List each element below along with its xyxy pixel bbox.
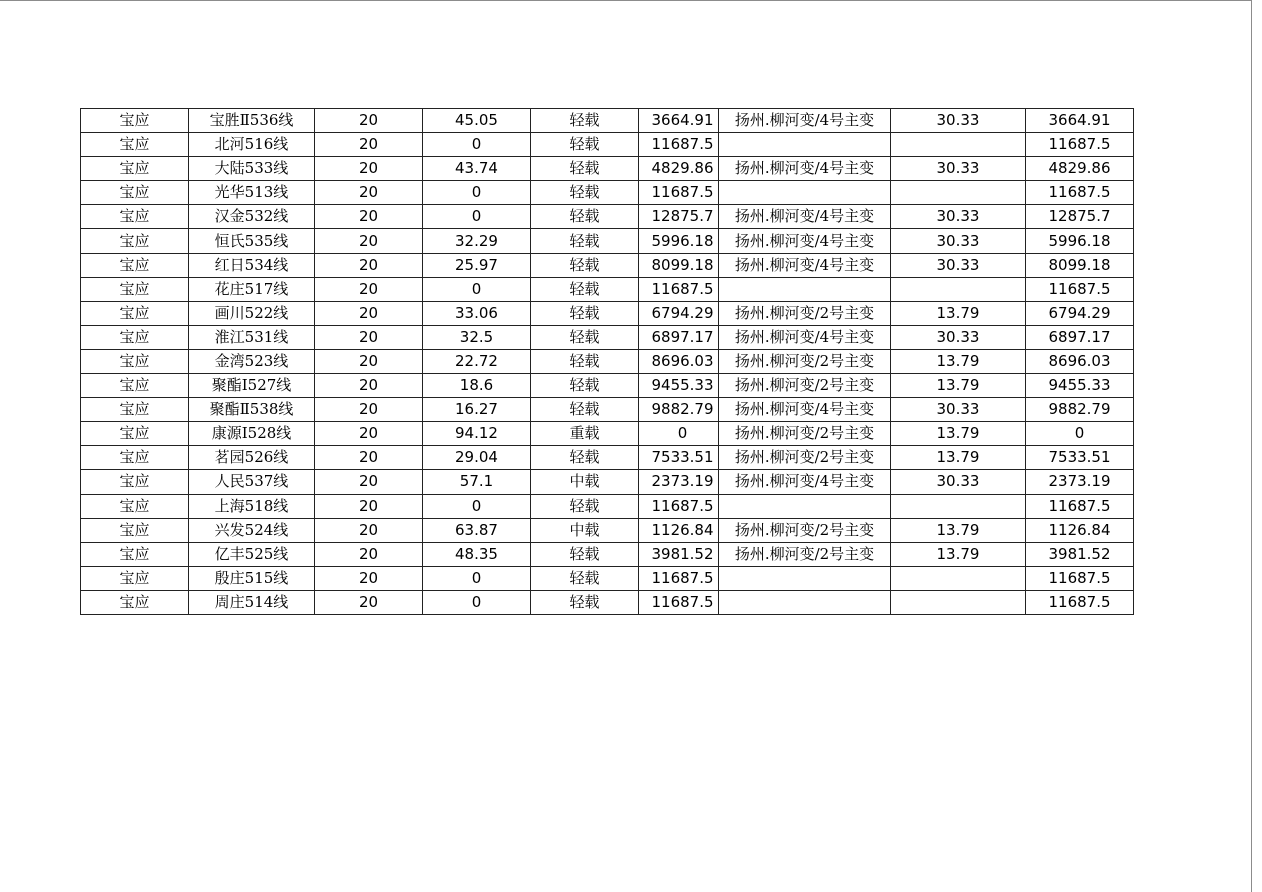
cell-substation-transformer: 扬州.柳河变/2号主变: [719, 542, 891, 566]
cell-substation-transformer: 扬州.柳河变/4号主变: [719, 109, 891, 133]
table-row: [81, 566, 1134, 590]
cell-substation-transformer: [719, 590, 891, 614]
cell-load-status: 轻载: [531, 133, 639, 157]
table-row: [81, 374, 1134, 398]
cell-voltage: 20: [315, 518, 423, 542]
cell-transformer-rate: 30.33: [891, 157, 1026, 181]
cell-transformer-rate: 30.33: [891, 398, 1026, 422]
cell-transformer-rate: 30.33: [891, 253, 1026, 277]
cell-substation-transformer: [719, 494, 891, 518]
cell-line-name: 宝胜Ⅱ536线: [189, 109, 315, 133]
cell-voltage: 20: [315, 349, 423, 373]
cell-substation-transformer: 扬州.柳河变/2号主变: [719, 301, 891, 325]
table-row: [81, 253, 1134, 277]
cell-line-name: 金湾523线: [189, 349, 315, 373]
cell-load-rate: 0: [423, 181, 531, 205]
cell-voltage: 20: [315, 470, 423, 494]
cell-available-capacity: 6897.17: [1026, 325, 1134, 349]
cell-substation-transformer: 扬州.柳河变/2号主变: [719, 518, 891, 542]
table-row: [81, 325, 1134, 349]
cell-transformer-rate: [891, 494, 1026, 518]
cell-line-name: 上海518线: [189, 494, 315, 518]
cell-load-rate: 94.12: [423, 422, 531, 446]
cell-voltage: 20: [315, 109, 423, 133]
cell-margin: 8099.18: [639, 253, 719, 277]
feeder-load-table: [80, 108, 1134, 615]
cell-margin: 11687.5: [639, 494, 719, 518]
cell-margin: 6897.17: [639, 325, 719, 349]
cell-transformer-rate: 30.33: [891, 205, 1026, 229]
cell-load-status: 轻载: [531, 109, 639, 133]
cell-available-capacity: 11687.5: [1026, 494, 1134, 518]
table-row: [81, 205, 1134, 229]
cell-voltage: 20: [315, 542, 423, 566]
cell-voltage: 20: [315, 301, 423, 325]
cell-transformer-rate: [891, 181, 1026, 205]
cell-voltage: 20: [315, 374, 423, 398]
cell-margin: 5996.18: [639, 229, 719, 253]
cell-margin: 7533.51: [639, 446, 719, 470]
table-row: [81, 277, 1134, 301]
cell-line-name: 茗园526线: [189, 446, 315, 470]
cell-available-capacity: 11687.5: [1026, 181, 1134, 205]
table-body: [81, 109, 1134, 615]
cell-line-name: 光华513线: [189, 181, 315, 205]
cell-available-capacity: 11687.5: [1026, 566, 1134, 590]
cell-region: 宝应: [81, 542, 189, 566]
cell-load-status: 轻载: [531, 205, 639, 229]
cell-margin: 11687.5: [639, 590, 719, 614]
cell-voltage: 20: [315, 398, 423, 422]
cell-available-capacity: 5996.18: [1026, 229, 1134, 253]
cell-line-name: 康源Ⅰ528线: [189, 422, 315, 446]
cell-load-rate: 0: [423, 494, 531, 518]
cell-region: 宝应: [81, 301, 189, 325]
cell-transformer-rate: [891, 133, 1026, 157]
cell-load-rate: 0: [423, 566, 531, 590]
cell-line-name: 周庄514线: [189, 590, 315, 614]
cell-load-rate: 0: [423, 277, 531, 301]
cell-load-rate: 57.1: [423, 470, 531, 494]
cell-available-capacity: 3981.52: [1026, 542, 1134, 566]
cell-transformer-rate: 13.79: [891, 542, 1026, 566]
cell-region: 宝应: [81, 518, 189, 542]
cell-region: 宝应: [81, 470, 189, 494]
cell-available-capacity: 8696.03: [1026, 349, 1134, 373]
cell-load-rate: 43.74: [423, 157, 531, 181]
cell-margin: 9455.33: [639, 374, 719, 398]
cell-load-status: 重载: [531, 422, 639, 446]
cell-load-status: 轻载: [531, 253, 639, 277]
cell-load-status: 轻载: [531, 277, 639, 301]
cell-load-status: 轻载: [531, 157, 639, 181]
cell-transformer-rate: 13.79: [891, 422, 1026, 446]
table-row: [81, 494, 1134, 518]
cell-substation-transformer: [719, 181, 891, 205]
cell-voltage: 20: [315, 157, 423, 181]
cell-margin: 11687.5: [639, 133, 719, 157]
cell-available-capacity: 8099.18: [1026, 253, 1134, 277]
cell-load-status: 轻载: [531, 542, 639, 566]
cell-substation-transformer: 扬州.柳河变/4号主变: [719, 253, 891, 277]
cell-line-name: 花庄517线: [189, 277, 315, 301]
cell-available-capacity: 11687.5: [1026, 277, 1134, 301]
cell-load-status: 轻载: [531, 398, 639, 422]
cell-region: 宝应: [81, 157, 189, 181]
cell-line-name: 人民537线: [189, 470, 315, 494]
cell-line-name: 大陆533线: [189, 157, 315, 181]
table-row: [81, 590, 1134, 614]
cell-margin: 0: [639, 422, 719, 446]
cell-region: 宝应: [81, 446, 189, 470]
table-row: [81, 518, 1134, 542]
cell-available-capacity: 2373.19: [1026, 470, 1134, 494]
cell-available-capacity: 9455.33: [1026, 374, 1134, 398]
cell-available-capacity: 7533.51: [1026, 446, 1134, 470]
table-row: [81, 446, 1134, 470]
cell-margin: 8696.03: [639, 349, 719, 373]
cell-voltage: 20: [315, 253, 423, 277]
cell-substation-transformer: 扬州.柳河变/2号主变: [719, 446, 891, 470]
cell-load-rate: 45.05: [423, 109, 531, 133]
cell-voltage: 20: [315, 590, 423, 614]
cell-available-capacity: 3664.91: [1026, 109, 1134, 133]
cell-transformer-rate: 13.79: [891, 301, 1026, 325]
cell-load-rate: 33.06: [423, 301, 531, 325]
cell-load-rate: 0: [423, 590, 531, 614]
cell-line-name: 淮江531线: [189, 325, 315, 349]
cell-region: 宝应: [81, 349, 189, 373]
cell-available-capacity: 12875.7: [1026, 205, 1134, 229]
cell-available-capacity: 11687.5: [1026, 590, 1134, 614]
cell-transformer-rate: 13.79: [891, 518, 1026, 542]
cell-line-name: 红日534线: [189, 253, 315, 277]
cell-margin: 3981.52: [639, 542, 719, 566]
cell-line-name: 殷庄515线: [189, 566, 315, 590]
cell-substation-transformer: 扬州.柳河变/4号主变: [719, 157, 891, 181]
cell-margin: 11687.5: [639, 181, 719, 205]
cell-voltage: 20: [315, 422, 423, 446]
table-row: [81, 157, 1134, 181]
cell-region: 宝应: [81, 277, 189, 301]
cell-line-name: 北河516线: [189, 133, 315, 157]
cell-load-status: 轻载: [531, 325, 639, 349]
cell-load-status: 中载: [531, 470, 639, 494]
cell-region: 宝应: [81, 133, 189, 157]
cell-region: 宝应: [81, 566, 189, 590]
cell-available-capacity: 9882.79: [1026, 398, 1134, 422]
table-row: [81, 349, 1134, 373]
cell-load-rate: 32.5: [423, 325, 531, 349]
cell-available-capacity: 11687.5: [1026, 133, 1134, 157]
table-row: [81, 133, 1134, 157]
cell-region: 宝应: [81, 229, 189, 253]
cell-load-status: 轻载: [531, 301, 639, 325]
table-row: [81, 542, 1134, 566]
cell-margin: 1126.84: [639, 518, 719, 542]
cell-load-rate: 18.6: [423, 374, 531, 398]
cell-substation-transformer: [719, 133, 891, 157]
cell-region: 宝应: [81, 590, 189, 614]
cell-line-name: 兴发524线: [189, 518, 315, 542]
cell-load-rate: 63.87: [423, 518, 531, 542]
cell-voltage: 20: [315, 181, 423, 205]
cell-transformer-rate: [891, 590, 1026, 614]
cell-substation-transformer: 扬州.柳河变/2号主变: [719, 374, 891, 398]
table-row: [81, 422, 1134, 446]
cell-line-name: 亿丰525线: [189, 542, 315, 566]
cell-transformer-rate: [891, 277, 1026, 301]
cell-margin: 12875.7: [639, 205, 719, 229]
cell-line-name: 恒氏535线: [189, 229, 315, 253]
cell-region: 宝应: [81, 494, 189, 518]
cell-line-name: 聚酯Ⅱ538线: [189, 398, 315, 422]
cell-margin: 9882.79: [639, 398, 719, 422]
cell-transformer-rate: 13.79: [891, 446, 1026, 470]
cell-transformer-rate: 13.79: [891, 374, 1026, 398]
cell-margin: 3664.91: [639, 109, 719, 133]
cell-region: 宝应: [81, 181, 189, 205]
cell-load-rate: 29.04: [423, 446, 531, 470]
cell-line-name: 聚酯Ⅰ527线: [189, 374, 315, 398]
cell-margin: 4829.86: [639, 157, 719, 181]
cell-load-status: 轻载: [531, 229, 639, 253]
cell-region: 宝应: [81, 374, 189, 398]
cell-transformer-rate: [891, 566, 1026, 590]
cell-margin: 2373.19: [639, 470, 719, 494]
cell-load-status: 轻载: [531, 349, 639, 373]
cell-transformer-rate: 30.33: [891, 470, 1026, 494]
table-row: [81, 229, 1134, 253]
cell-transformer-rate: 30.33: [891, 229, 1026, 253]
cell-load-status: 轻载: [531, 566, 639, 590]
cell-substation-transformer: 扬州.柳河变/4号主变: [719, 229, 891, 253]
cell-region: 宝应: [81, 325, 189, 349]
cell-load-status: 轻载: [531, 181, 639, 205]
cell-voltage: 20: [315, 229, 423, 253]
cell-load-status: 中载: [531, 518, 639, 542]
cell-substation-transformer: [719, 566, 891, 590]
cell-transformer-rate: 30.33: [891, 109, 1026, 133]
cell-load-rate: 25.97: [423, 253, 531, 277]
cell-region: 宝应: [81, 398, 189, 422]
cell-line-name: 画川522线: [189, 301, 315, 325]
cell-line-name: 汉金532线: [189, 205, 315, 229]
cell-load-status: 轻载: [531, 494, 639, 518]
cell-voltage: 20: [315, 325, 423, 349]
table-row: [81, 470, 1134, 494]
cell-load-status: 轻载: [531, 374, 639, 398]
cell-substation-transformer: 扬州.柳河变/4号主变: [719, 398, 891, 422]
cell-voltage: 20: [315, 277, 423, 301]
cell-voltage: 20: [315, 446, 423, 470]
table-row: [81, 109, 1134, 133]
cell-voltage: 20: [315, 494, 423, 518]
cell-available-capacity: 4829.86: [1026, 157, 1134, 181]
table-row: [81, 181, 1134, 205]
cell-load-status: 轻载: [531, 446, 639, 470]
cell-voltage: 20: [315, 566, 423, 590]
cell-transformer-rate: 30.33: [891, 325, 1026, 349]
cell-margin: 6794.29: [639, 301, 719, 325]
cell-substation-transformer: 扬州.柳河变/2号主变: [719, 349, 891, 373]
cell-substation-transformer: 扬州.柳河变/4号主变: [719, 470, 891, 494]
cell-voltage: 20: [315, 205, 423, 229]
cell-load-rate: 22.72: [423, 349, 531, 373]
table-row: [81, 301, 1134, 325]
cell-region: 宝应: [81, 109, 189, 133]
cell-available-capacity: 0: [1026, 422, 1134, 446]
cell-load-rate: 32.29: [423, 229, 531, 253]
cell-voltage: 20: [315, 133, 423, 157]
cell-load-rate: 16.27: [423, 398, 531, 422]
cell-load-rate: 48.35: [423, 542, 531, 566]
cell-load-rate: 0: [423, 205, 531, 229]
cell-substation-transformer: 扬州.柳河变/4号主变: [719, 325, 891, 349]
cell-margin: 11687.5: [639, 277, 719, 301]
cell-region: 宝应: [81, 253, 189, 277]
cell-substation-transformer: [719, 277, 891, 301]
cell-load-rate: 0: [423, 133, 531, 157]
cell-substation-transformer: 扬州.柳河变/2号主变: [719, 422, 891, 446]
cell-load-status: 轻载: [531, 590, 639, 614]
cell-transformer-rate: 13.79: [891, 349, 1026, 373]
cell-region: 宝应: [81, 205, 189, 229]
cell-substation-transformer: 扬州.柳河变/4号主变: [719, 205, 891, 229]
cell-available-capacity: 6794.29: [1026, 301, 1134, 325]
cell-region: 宝应: [81, 422, 189, 446]
table-row: [81, 398, 1134, 422]
cell-margin: 11687.5: [639, 566, 719, 590]
cell-available-capacity: 1126.84: [1026, 518, 1134, 542]
